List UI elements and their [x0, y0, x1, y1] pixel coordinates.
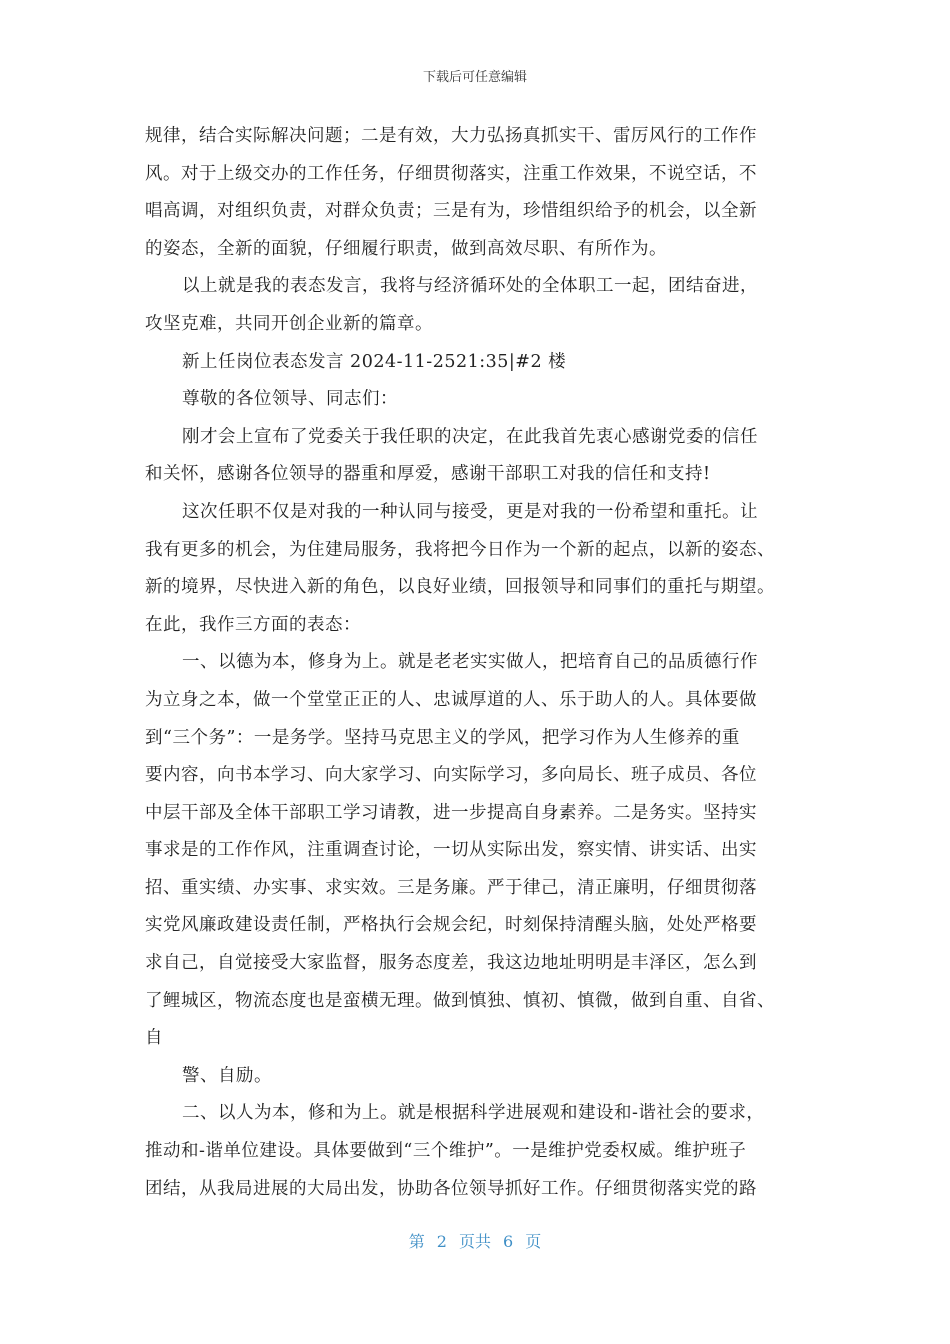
footer-prefix: 第 [408, 1232, 425, 1251]
text-line: 新上任岗位表态发言 2024-11-2521:35|#2 楼 [182, 351, 567, 372]
text-line: 新的境界，尽快进入新的角色，以良好业绩，回报领导和同事们的重托与期望。 [145, 577, 775, 598]
text-line: 二、以人为本，修和为上。就是根据科学进展观和建设和-谐社会的要求， [182, 1103, 765, 1124]
text-line: 要内容，向书本学习、向大家学习、向实际学习，多向局长、班子成员、各位 [145, 765, 757, 786]
footer-total-pages: 6 [503, 1232, 514, 1251]
text-line: 以上就是我的表态发言，我将与经济循环处的全体职工一起，团结奋进， [182, 276, 758, 297]
text-line: 招、重实绩、办实事、求实效。三是务廉。严于律己，清正廉明，仔细贯彻落 [145, 877, 757, 898]
text-line: 和关怀，感谢各位领导的器重和厚爱，感谢干部职工对我的信任和支持! [145, 464, 711, 485]
text-line: 尊敬的各位领导、同志们： [182, 389, 398, 410]
text-line: 推动和-谐单位建设。具体要做到“三个维护”。一是维护党委权威。维护班子 [145, 1141, 747, 1162]
text-line: 事求是的工作作风，注重调查讨论，一切从实际出发，察实情、讲实话、出实 [145, 840, 757, 861]
text-line: 在此，我作三方面的表态： [145, 614, 361, 635]
text-line: 中层干部及全体干部职工学习请教，进一步提高自身素养。二是务实。坚持实 [145, 802, 757, 823]
text-line: 了鲤城区，物流态度也是蛮横无理。做到慎独、慎初、慎微，做到自重、自省、 [145, 990, 775, 1011]
text-line: 到“三个务”：一是务学。坚持马克思主义的学风，把学习作为人生修养的重 [145, 727, 740, 748]
text-line: 求自己，自觉接受大家监督，服务态度差，我这边地址明明是丰泽区，怎么到 [145, 953, 757, 974]
text-line: 实党风廉政建设责任制，严格执行会规会纪，时刻保持清醒头脑，处处严格要 [145, 915, 757, 936]
text-line: 这次任职不仅是对我的一种认同与接受，更是对我的一份希望和重托。让 [182, 501, 758, 522]
text-line: 的姿态，全新的面貌，仔细履行职责，做到高效尽职、有所作为。 [145, 238, 667, 259]
text-line: 我有更多的机会，为住建局服务，我将把今日作为一个新的起点，以新的姿态、 [145, 539, 775, 560]
text-line: 规律，结合实际解决问题；二是有效，大力弘扬真抓实干、雷厉风行的工作作 [145, 126, 757, 146]
page-header: 下载后可任意编辑 [422, 70, 527, 85]
text-line: 警、自励。 [182, 1065, 272, 1086]
footer-suffix: 页 [525, 1232, 542, 1251]
text-line: 风。对于上级交办的工作任务，仔细贯彻落实，注重工作效果，不说空话，不 [145, 163, 757, 184]
text-line: 刚才会上宣布了党委关于我任职的决定，在此我首先衷心感谢党委的信任 [182, 426, 758, 447]
text-line: 为立身之本，做一个堂堂正正的人、忠诚厚道的人、乐于助人的人。具体要做 [145, 689, 757, 710]
page-footer [0, 1229, 950, 1252]
text-line: 团结，从我局进展的大局出发，协助各位领导抓好工作。仔细贯彻落实党的路 [145, 1178, 757, 1199]
text-line: 攻坚克难，共同开创企业新的篇章。 [145, 313, 433, 334]
text-line: 唱高调，对组织负责，对群众负责；三是有为，珍惜组织给予的机会，以全新 [145, 201, 757, 222]
footer-current-page: 2 [436, 1232, 447, 1251]
document-body [145, 118, 805, 1208]
text-line: 一、以德为本，修身为上。就是老老实实做人，把培育自己的品质德行作 [182, 652, 758, 673]
footer-middle: 页共 [458, 1232, 491, 1251]
text-line: 自 [145, 1028, 163, 1049]
